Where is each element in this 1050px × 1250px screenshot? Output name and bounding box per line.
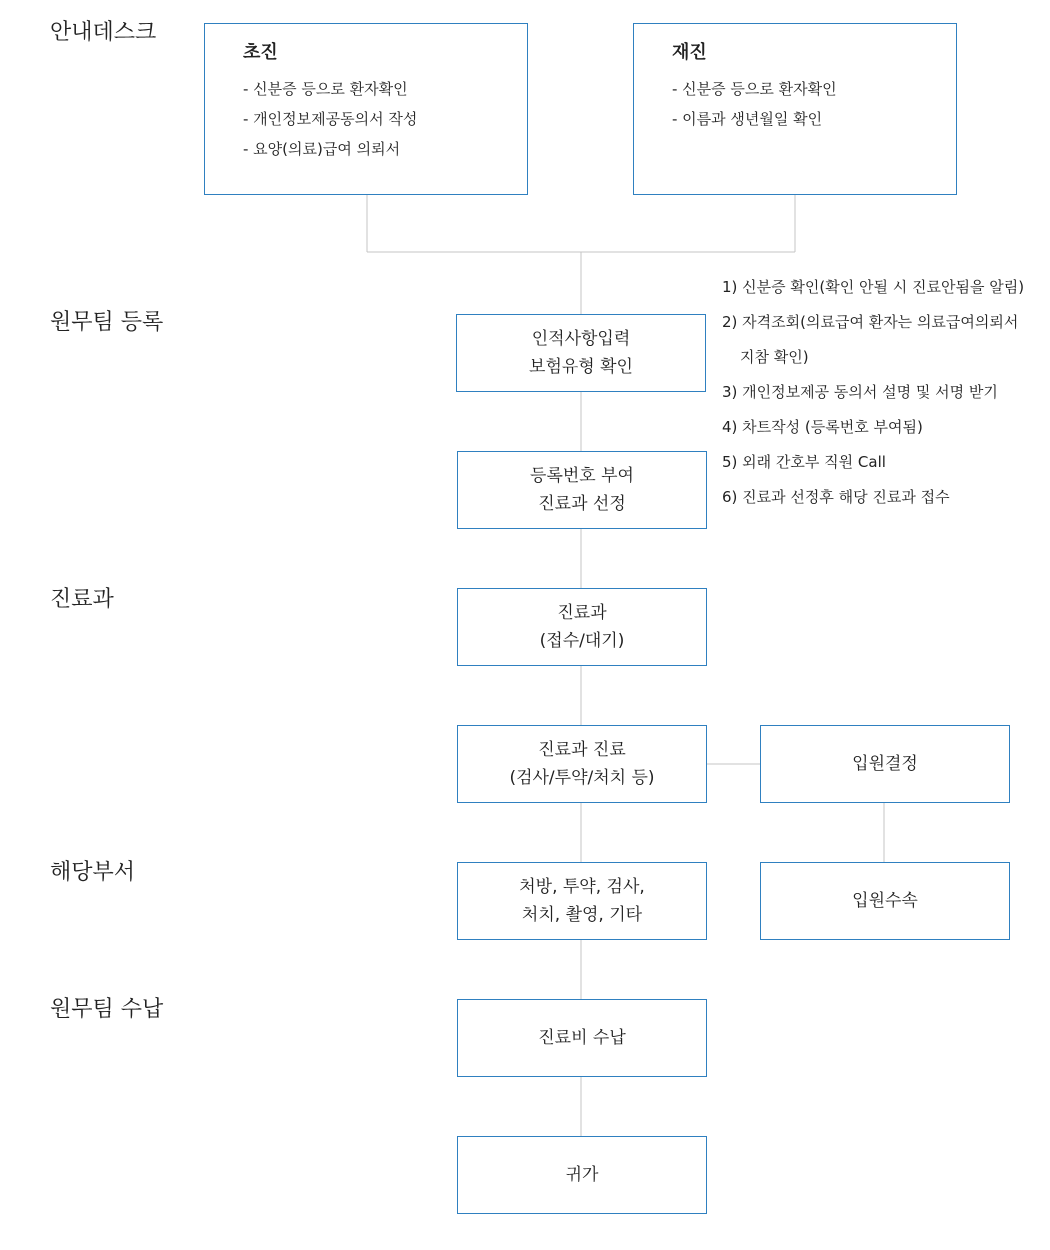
node-text: 입원수속: [852, 891, 918, 911]
node-text: 귀가: [565, 1165, 599, 1185]
first-visit-item: - 신분증 등으로 환자확인: [243, 80, 408, 98]
registration-notes: [722, 270, 1044, 515]
first-visit-item: - 요양(의료)급여 의뢰서: [243, 140, 401, 158]
node-text: 진료과: [557, 603, 607, 623]
first-visit-title: 초진: [243, 42, 278, 63]
admission-decision-node: [760, 725, 1010, 803]
revisit-item: - 이름과 생년월일 확인: [672, 110, 823, 128]
personal-info-node: [456, 314, 706, 392]
section-label-registration: 원무팀 등록: [50, 310, 164, 335]
section-label-relevant-dept: 해당부서: [50, 860, 136, 885]
prescription-node: [457, 862, 707, 940]
treatment-node: [457, 725, 707, 803]
first-visit-item: - 개인정보제공동의서 작성: [243, 110, 418, 128]
section-label-payment: 원무팀 수납: [50, 997, 164, 1022]
node-text: 처치, 촬영, 기타: [521, 905, 643, 925]
node-text: 보험유형 확인: [529, 357, 633, 377]
note-item: 5) 외래 간호부 직원 Call: [722, 453, 886, 471]
node-text: 인적사항입력: [531, 329, 631, 349]
node-text: 진료비 수납: [538, 1028, 626, 1048]
revisit-item: - 신분증 등으로 환자확인: [672, 80, 837, 98]
node-text: (접수/대기): [539, 631, 625, 651]
node-text: 진료과 진료: [538, 740, 626, 760]
note-item: 3) 개인정보제공 동의서 설명 및 서명 받기: [722, 383, 998, 401]
revisit-box: [633, 23, 957, 195]
section-label-info-desk: 안내데스크: [50, 20, 157, 45]
reg-number-node: [457, 451, 707, 529]
note-item: 2) 자격조회(의료급여 환자는 의료급여의뢰서: [722, 313, 1019, 331]
revisit-title: 재진: [672, 42, 707, 63]
note-item: 4) 차트작성 (등록번호 부여됨): [722, 418, 923, 436]
node-text: 등록번호 부여: [530, 466, 634, 486]
first-visit-box: [204, 23, 528, 195]
dept-wait-node: [457, 588, 707, 666]
node-text: 진료과 선정: [538, 494, 626, 514]
node-text: (검사/투약/처치 등): [509, 768, 655, 788]
node-text: 처방, 투약, 검사,: [519, 877, 645, 897]
admission-procedure-node: [760, 862, 1010, 940]
fee-payment-node: [457, 999, 707, 1077]
note-item-continuation: 지참 확인): [740, 348, 809, 366]
node-text: 입원결정: [852, 754, 918, 774]
note-item: 6) 진료과 선정후 해당 진료과 접수: [722, 488, 950, 506]
note-item: 1) 신분증 확인(확인 안될 시 진료안됨을 알림): [722, 278, 1025, 296]
section-label-department: 진료과: [50, 587, 114, 612]
go-home-node: [457, 1136, 707, 1214]
